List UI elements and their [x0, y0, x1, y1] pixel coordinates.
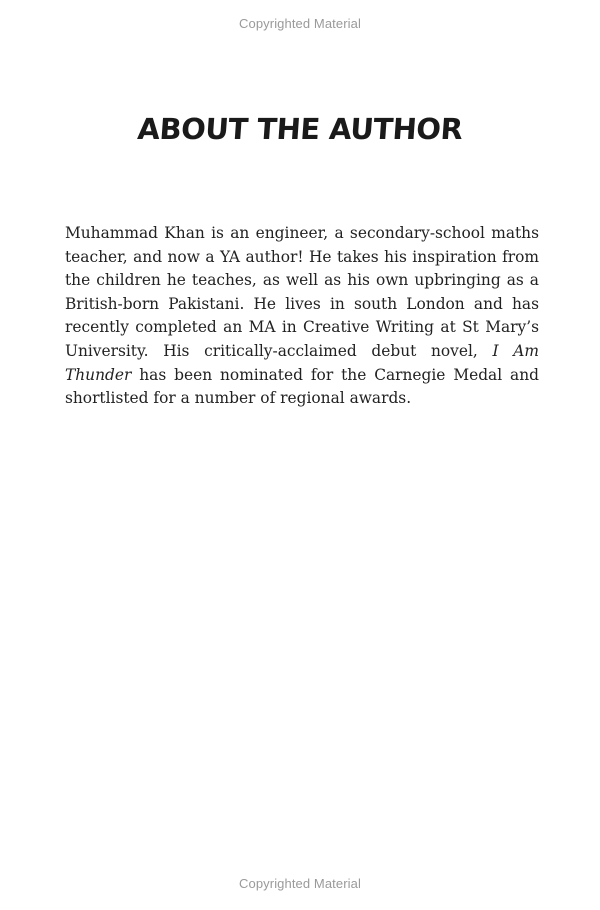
- book-title: I Am Thunder: [65, 341, 540, 384]
- copyright-watermark-top: Copyrighted Material: [239, 16, 361, 31]
- bio-text-after: has been nominated for the Carnegie Medal and shortlisted for a number of regional awards.: [65, 365, 539, 408]
- copyright-watermark-bottom: Copyrighted Material: [239, 876, 361, 891]
- bio-text-before: Muhammad Khan is an engineer, a secondary-school maths teacher, and now a YA author! He takes his inspiration from the children he teaches, as well as his own upbringing as a British-born Pakistani. He lives in south London and has recently completed an MA in Creative Writing at St Mary’s University. His critically-acclaimed debut novel,: [65, 224, 539, 360]
- author-bio: [65, 222, 539, 411]
- page-title: ABOUT THE AUTHOR: [136, 112, 464, 146]
